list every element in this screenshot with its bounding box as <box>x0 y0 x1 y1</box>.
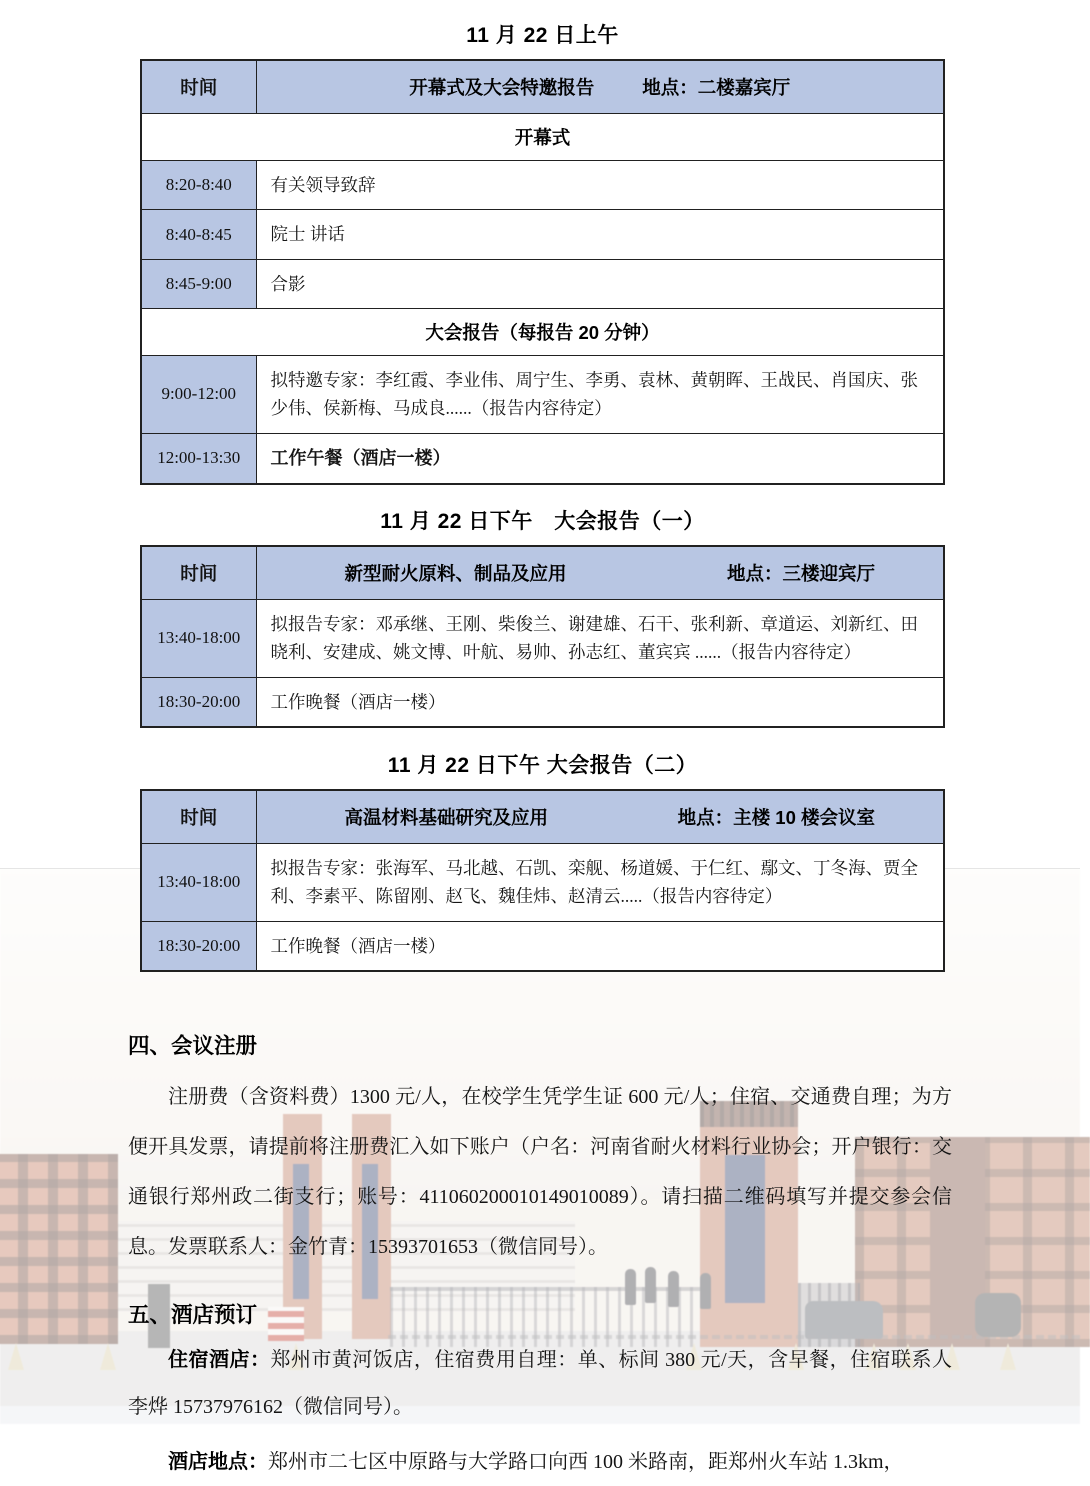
session-location: 地点：主楼 10 楼会议室 <box>677 806 875 828</box>
column-header-session <box>256 60 944 114</box>
agenda-cell: 有关领导致辞 <box>256 161 944 210</box>
table-row <box>141 843 944 921</box>
table-row <box>141 161 944 210</box>
time-cell: 9:00-12:00 <box>141 356 256 434</box>
session-location: 地点：三楼迎宾厅 <box>726 562 875 584</box>
table-row <box>141 921 944 971</box>
time-cell: 12:00-13:30 <box>141 433 256 484</box>
column-header-time: 时间 <box>141 790 256 844</box>
schedule-title-afternoon-2: 11 月 22 日下午 大会报告（二） <box>387 753 698 777</box>
session-location: 地点：二楼嘉宾厅 <box>642 77 791 98</box>
table-row <box>141 356 944 434</box>
registration-section <box>128 972 952 1272</box>
time-cell: 13:40-18:00 <box>141 843 256 921</box>
table-row <box>141 210 944 259</box>
table-row <box>141 433 944 484</box>
section-span-cell: 大会报告（每报告 20 分钟） <box>141 309 944 356</box>
table-row <box>141 259 944 308</box>
hotel-section <box>128 1272 952 1486</box>
schedule-title-afternoon-1: 11 月 22 日下午 大会报告（一） <box>380 509 705 533</box>
time-cell: 8:45-9:00 <box>141 259 256 308</box>
agenda-cell: 拟特邀专家：李红霞、李业伟、周宁生、李勇、袁林、黄朝晖、王战民、肖国庆、张少伟、侯新梅、马成良......（报告内容待定） <box>256 356 944 434</box>
agenda-cell: 拟报告专家：邓承继、王刚、柴俊兰、谢建雄、石干、张利新、章道运、刘新红、田晓利、安建成、姚文博、叶航、易帅、孙志红、董宾宾 ......（报告内容待定） <box>256 599 944 677</box>
hotel-booking-paragraph <box>128 1337 952 1431</box>
column-header-time: 时间 <box>141 60 256 114</box>
agenda-cell: 工作午餐（酒店一楼） <box>256 433 944 484</box>
session-topic: 开幕式及大会特邀报告 <box>409 77 595 98</box>
session-topic: 新型耐火原料、制品及应用 <box>344 562 567 584</box>
time-cell: 8:20-8:40 <box>141 161 256 210</box>
agenda-cell: 工作晚餐（酒店一楼） <box>256 921 944 971</box>
column-header-session <box>256 790 944 844</box>
agenda-cell: 合影 <box>256 259 944 308</box>
hotel-address-paragraph <box>128 1439 952 1486</box>
time-cell: 13:40-18:00 <box>141 599 256 677</box>
column-header-session <box>256 546 944 600</box>
hotel-heading: 五、酒店预订 <box>128 1302 258 1327</box>
hotel-booking-text: 郑州市黄河饭店，住宿费用自理：单、标间 380 元/天，含早餐，住宿联系人李烨 15737976162（微信同号）。 <box>128 1348 953 1418</box>
hotel-booking-label: 住宿酒店： <box>168 1348 271 1371</box>
schedule-table-afternoon-1 <box>140 545 945 728</box>
schedule-title-morning: 11 月 22 日上午 <box>466 24 619 47</box>
hotel-address-label: 酒店地点： <box>168 1450 268 1473</box>
registration-paragraph: 注册费（含资料费）1300 元/人，在校学生凭学生证 600 元/人；住宿、交通费自理；为方便开具发票，请提前将注册费汇入如下账户（户名：河南省耐火材料行业协会；开户银行：交通银行郑州政二街支行；账号：411060200010149010089）。请扫描二维码填写并提交参会信息。发票联系人：金竹青：15393701653（微信同号）。 <box>128 1085 952 1258</box>
time-cell: 18:30-20:00 <box>141 921 256 971</box>
session-topic: 高温材料基础研究及应用 <box>344 806 549 828</box>
agenda-cell: 院士 讲话 <box>256 210 944 259</box>
column-header-time: 时间 <box>141 546 256 600</box>
table-row <box>141 309 944 356</box>
text-sections <box>128 972 952 1486</box>
agenda-cell: 工作晚餐（酒店一楼） <box>256 677 944 727</box>
time-cell: 18:30-20:00 <box>141 677 256 727</box>
registration-heading: 四、会议注册 <box>128 1033 258 1058</box>
schedule-table-morning <box>140 59 945 485</box>
section-span-cell: 开幕式 <box>141 114 944 161</box>
hotel-address-text: 郑州市二七区中原路与大学路口向西 100 米路南，距郑州火车站 1.3km， <box>268 1450 904 1473</box>
table-row <box>141 599 944 677</box>
agenda-cell: 拟报告专家：张海军、马北越、石凯、栾舰、杨道媛、于仁红、鄢文、丁冬海、贾全利、李素平、陈留刚、赵飞、魏佳炜、赵清云.....（报告内容待定） <box>256 843 944 921</box>
schedule-table-afternoon-2 <box>140 789 945 972</box>
time-cell: 8:40-8:45 <box>141 210 256 259</box>
table-row <box>141 114 944 161</box>
table-row <box>141 677 944 727</box>
